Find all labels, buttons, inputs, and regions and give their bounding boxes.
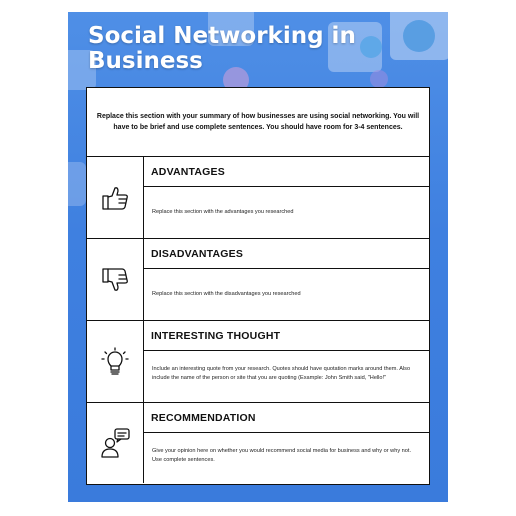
lightbulb-icon [100,346,130,378]
section-body: Give your opinion here on whether you would recommend social media for business and why or why not. Use complete sentences. [152,448,412,463]
section-heading: RECOMMENDATION [144,403,429,433]
icon-cell [87,239,144,320]
section-heading: INTERESTING THOUGHT [144,321,429,351]
section-heading: DISADVANTAGES [144,239,429,269]
summary-text: Replace this section with your summary of how businesses are using social networking. You will have to be brief and use complete sentences. You should have room for 3-4 sentences. [87,88,429,157]
page-title: Social Networking in Business [88,23,356,74]
section-body: Replace this section with the disadvantages you researched [152,291,301,297]
poster-page [68,12,448,502]
thumbs-up-icon [100,183,130,213]
section-interesting-thought [87,321,429,403]
section-body: Include an interesting quote from your research. Quotes should have quotation marks around them. Also include the name of the person or site that you are quoting (Example: John Smith said, "Hello!" [152,366,411,381]
icon-cell [87,403,144,483]
icon-cell [87,321,144,402]
section-heading: ADVANTAGES [144,157,429,187]
section-body: Replace this section with the advantages you researched [152,209,294,215]
icon-cell [87,157,144,238]
section-recommendation [87,403,429,483]
section-advantages [87,157,429,239]
person-speech-icon [99,427,131,459]
thumbs-down-icon [100,265,130,295]
content-card [86,87,430,485]
background-circle [403,20,435,52]
section-disadvantages [87,239,429,321]
background-cube [68,162,86,206]
